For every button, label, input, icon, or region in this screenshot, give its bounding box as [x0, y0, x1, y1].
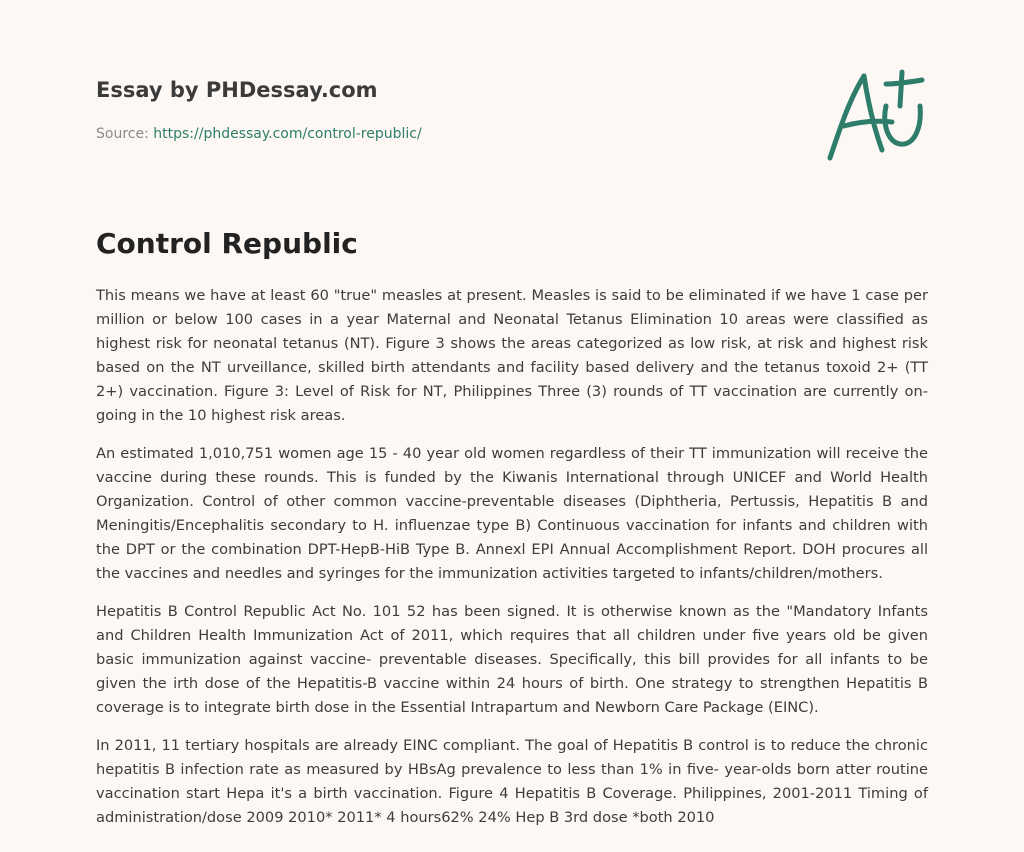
source-line — [96, 124, 796, 144]
paragraph: This means we have at least 60 "true" measles at present. Measles is said to be eliminated if we have 1 case per million or below 100 cases in a year Maternal and Neonatal Tetanus Elimination 10 areas were classified as highest risk for neonatal tetanus (NT). Figure 3 shows the areas categorized as low risk, at risk and highest risk based on the NT urveillance, skilled birth attendants and facility based delivery and the tetanus toxoid 2+ (TT 2+) vaccination. Figure 3: Level of Risk for NT, Philippines Three (3) rounds of TT vaccination are currently on-going in the 10 highest risk areas. — [96, 287, 928, 424]
site-brand: Essay by PHDessay.com — [96, 78, 378, 102]
paragraph: An estimated 1,010,751 women age 15 - 40 year old women regardless of their TT immunization will receive the vaccine during these rounds. This is funded by the Kiwanis International through UNICEF and World Health Organization. Control of other common vaccine-preventable diseases (Diphtheria, Pertussis, Hepatitis B and Meningitis/Encephalitis secondary to H. influenzae type B) Continuous vaccination for infants and children with the DPT or the combination DPT-HepB-HiB Type B. Annexl EPI Annual Accomplishment Report. DOH procures all the vaccines and needles and syringes for the immunization activities targeted to infants/children/mothers. — [96, 445, 928, 582]
page-title: Control Republic — [96, 227, 358, 260]
article-body — [96, 284, 928, 844]
a-plus-logo-icon — [822, 66, 926, 166]
page-header — [96, 76, 796, 144]
source-link[interactable]: https://phdessay.com/control-republic/ — [153, 126, 422, 142]
paragraph: In 2011, 11 tertiary hospitals are already EINC compliant. The goal of Hepatitis B control is to reduce the chronic hepatitis B infection rate as measured by HBsAg prevalence to less than 1% in five- year-olds born atter routine vaccination start Hepa it's a birth vaccination. Figure 4 Hepatitis B Coverage. Philippines, 2001-2011 Timing of administration/dose 2009 2010* 2011* 4 hours62% 24% Hep B 3rd dose *both 2010 — [96, 737, 928, 826]
source-label: Source: — [96, 126, 149, 142]
paragraph: Hepatitis B Control Republic Act No. 101 52 has been signed. It is otherwise known as the "Mandatory Infants and Children Health Immunization Act of 2011, which requires that all children under five years old be given basic immunization against vaccine- preventable diseases. Specifically, this bill provides for all infants to be given the irth dose of the Hepatitis-B vaccine within 24 hours of birth. One strategy to strengthen Hepatitis B coverage is to integrate birth dose in the Essential Intrapartum and Newborn Care Package (EINC). — [96, 603, 928, 716]
